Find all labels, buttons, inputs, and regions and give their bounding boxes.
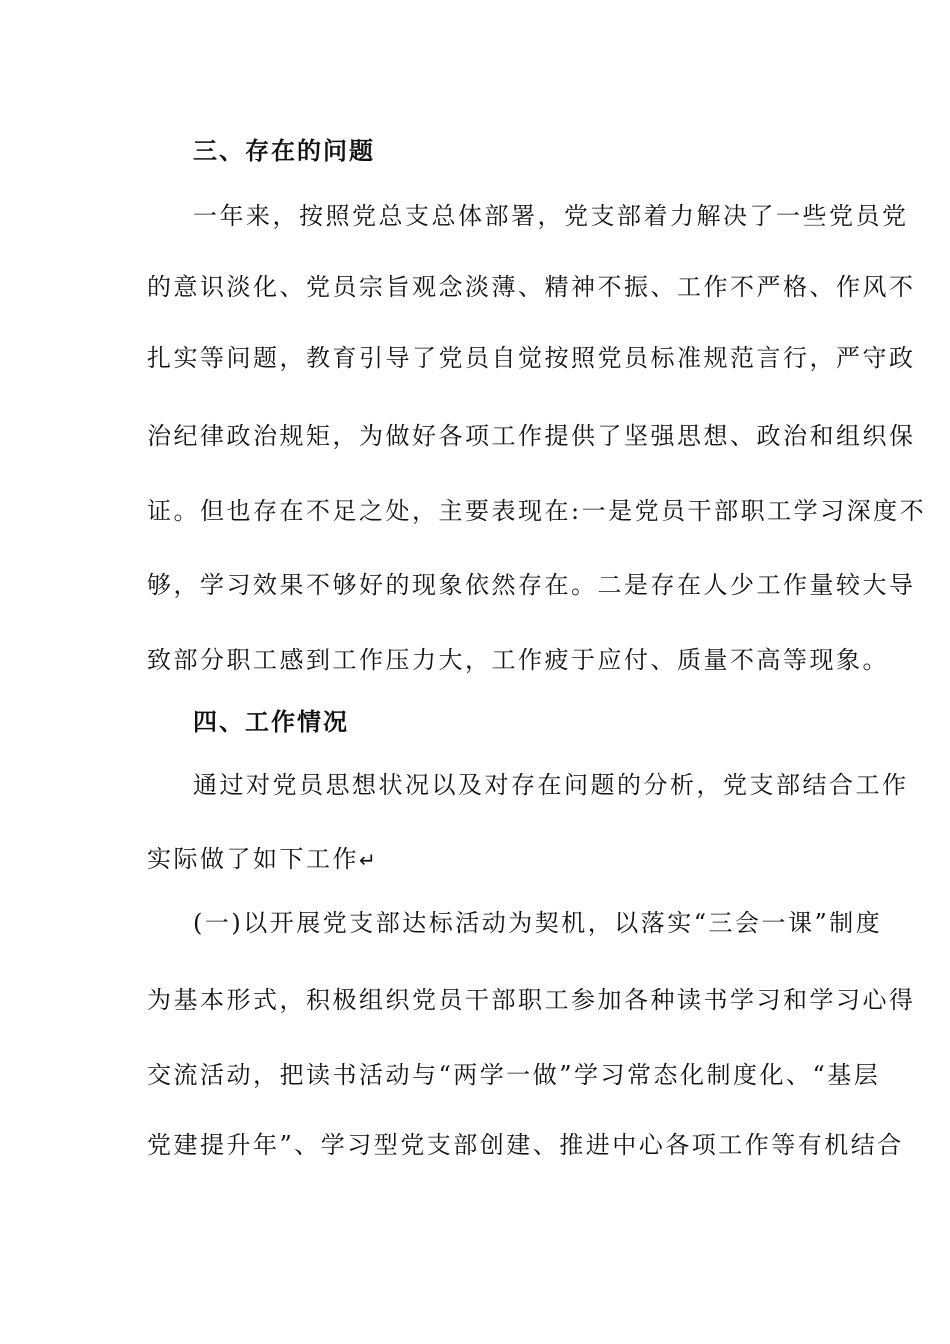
- paragraph-line: 通过对党员思想状况以及对存在问题的分析，党支部结合工作: [193, 771, 909, 799]
- paragraph-line: 证。但也存在不足之处，主要表现在:一是党员干部职工学习深度不: [147, 497, 927, 525]
- paragraph-line-with-return: [147, 844, 807, 875]
- paragraph-line: (一)以开展党支部达标活动为契机，以落实“三会一课”制度: [193, 909, 883, 937]
- paragraph-line: 治纪律政治规矩，为做好各项工作提供了坚强思想、政治和组织保: [147, 422, 916, 450]
- paragraph-line: 交流活动，把读书活动与“两学一做”学习常态化制度化、“基层: [147, 1061, 881, 1089]
- paragraph-line: 的意识淡化、党员宗旨观念淡薄、精神不振、工作不严格、作风不: [147, 273, 916, 301]
- paragraph-line: 够，学习效果不够好的现象依然存在。二是存在人少工作量较大导: [147, 571, 916, 599]
- return-mark-icon: ↵: [359, 848, 379, 872]
- paragraph-line-text: 实际做了如下工作: [147, 845, 359, 873]
- paragraph-line: 党建提升年”、学习型党支部创建、推进中心各项工作等有机结合: [147, 1131, 904, 1159]
- section4-heading: 四、工作情况: [193, 708, 349, 736]
- paragraph-line: 致部分职工感到工作压力大，工作疲于应付、质量不高等现象。: [147, 646, 889, 674]
- section3-heading: 三、存在的问题: [193, 137, 375, 165]
- paragraph-line: 一年来，按照党总支总体部署，党支部着力解决了一些党员党: [193, 202, 909, 230]
- paragraph-line: 扎实等问题，教育引导了党员自觉按照党员标准规范言行，严守政: [147, 344, 916, 372]
- paragraph-line: 为基本形式，积极组织党员干部职工参加各种读书学习和学习心得: [147, 986, 916, 1014]
